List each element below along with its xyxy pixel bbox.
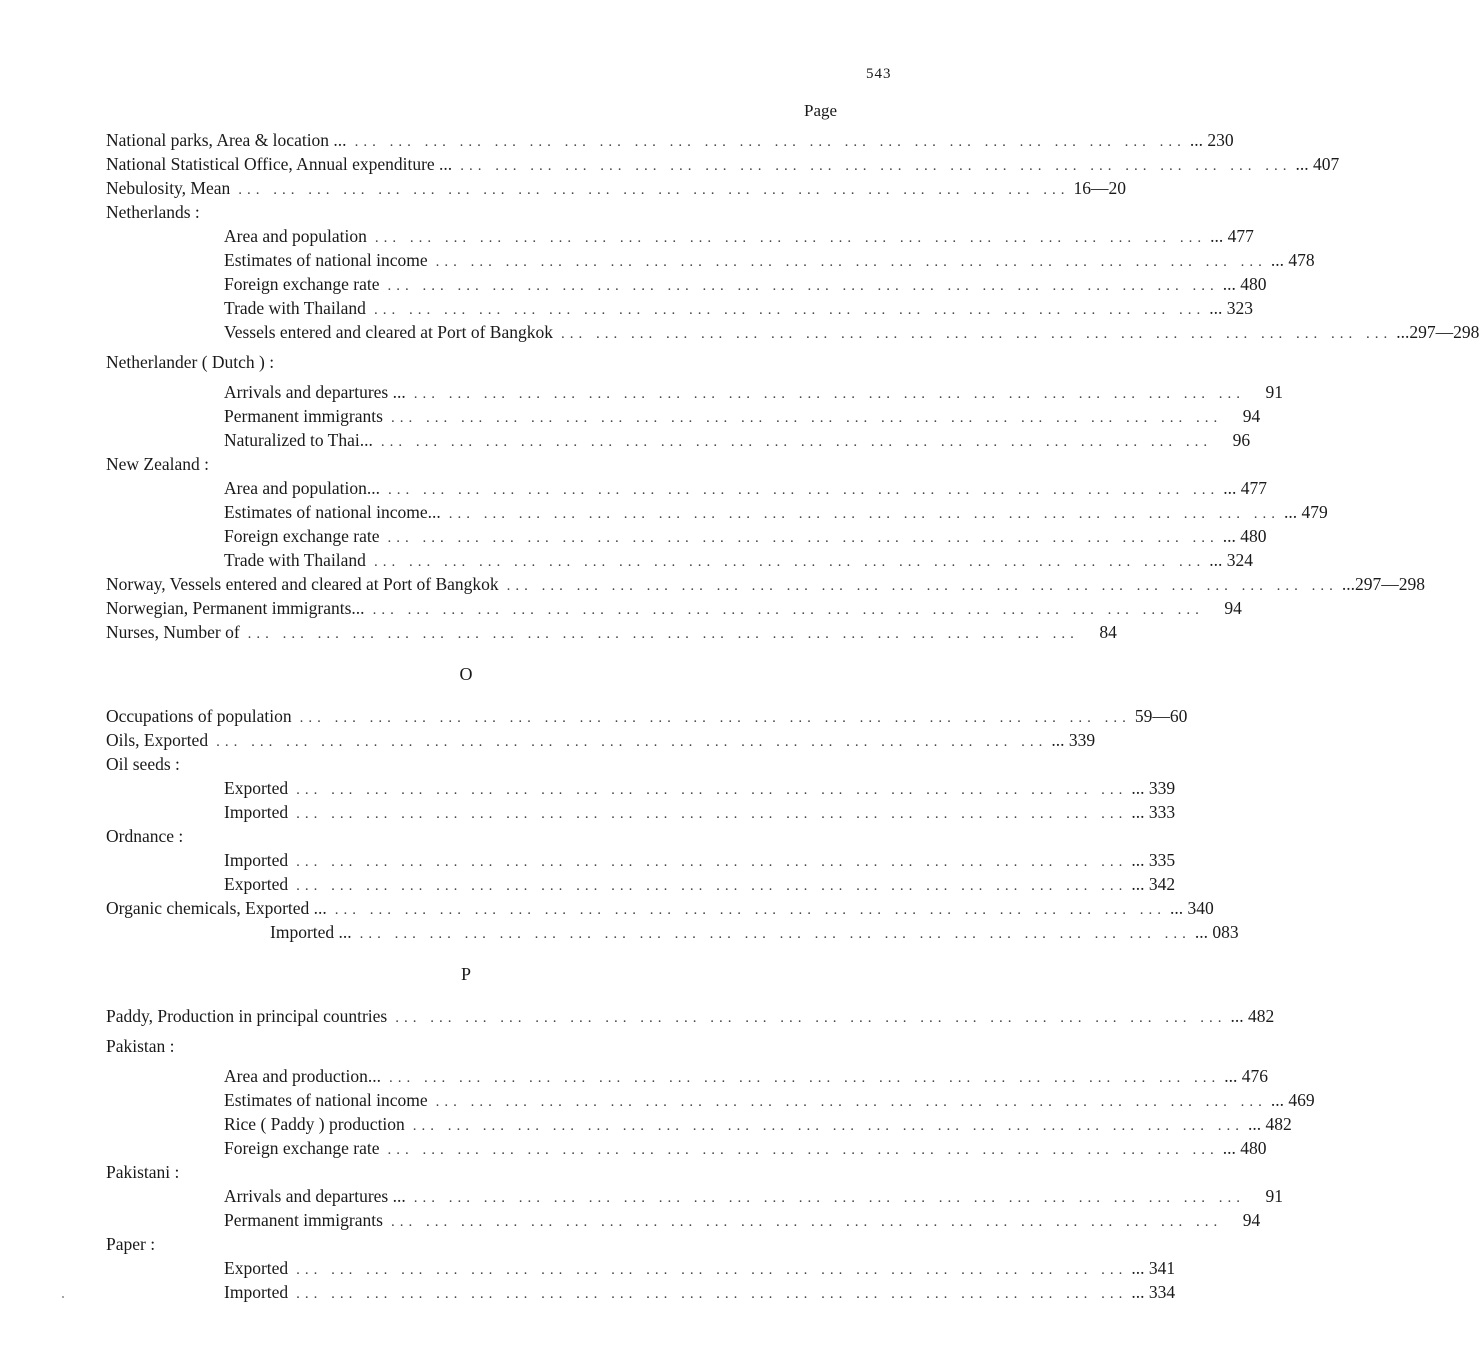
dot-leader: ... ... ... ... ... ... ... ... ... ... ... ... ... ... ... ... ... ... ... ... ... ... ... ... (506, 578, 1338, 594)
entry-page-ref: ... 341 (1131, 1258, 1176, 1278)
entry-page-ref: ... 482 (1230, 1006, 1275, 1026)
index-list (106, 128, 1479, 1304)
entry-label: Pakistani : (106, 1162, 180, 1182)
dot-leader: ... ... ... ... ... ... ... ... ... ... ... ... ... ... ... ... ... ... ... ... ... ... ... ... (296, 1262, 1128, 1278)
index-entry (106, 728, 1096, 752)
index-entry (106, 176, 1127, 200)
entry-label: Area and population (224, 226, 367, 246)
entry-page-ref: ... 342 (1131, 874, 1176, 894)
entry-label: Exported (224, 874, 289, 894)
entry-page-ref: ... 339 (1131, 778, 1176, 798)
entry-label: Rice ( Paddy ) production (224, 1114, 405, 1134)
index-heading (106, 1160, 846, 1184)
dot-leader: ... ... ... ... ... ... ... ... ... ... ... ... ... ... ... ... ... ... ... ... ... ... ... ... (390, 1214, 1223, 1230)
index-entry (106, 224, 1254, 248)
index-entry (106, 620, 1117, 644)
index-entry (106, 128, 1234, 152)
entry-page-ref: ... 480 (1222, 274, 1267, 294)
index-entry (106, 296, 1253, 320)
index-entry (106, 476, 1267, 500)
entry-page-ref: ... 480 (1222, 1138, 1267, 1158)
index-entry (106, 800, 1176, 824)
index-entry (106, 272, 1267, 296)
dot-leader: ... ... ... ... ... ... ... ... ... ... ... ... ... ... ... ... ... ... ... ... ... ... ... ... (373, 302, 1206, 318)
entry-label: Netherlander ( Dutch ) : (106, 352, 275, 372)
dot-leader: ... ... ... ... ... ... ... ... ... ... ... ... ... ... ... ... ... ... ... ... ... ... ... ... (374, 230, 1207, 246)
entry-page-ref: 16—20 (1073, 178, 1127, 198)
dot-leader: ... ... ... ... ... ... ... ... ... ... ... ... ... ... ... ... ... ... ... ... ... ... ... ... (373, 554, 1206, 570)
index-entry (106, 1136, 1267, 1160)
dot-leader: ... ... ... ... ... ... ... ... ... ... ... ... ... ... ... ... ... ... ... ... ... ... ... ... (296, 1286, 1128, 1302)
page-number: 543 (866, 66, 892, 82)
entry-label: Trade with Thailand (224, 550, 366, 570)
dot-leader: ... ... ... ... ... ... ... ... ... ... ... ... ... ... ... ... ... ... ... ... ... ... ... ... (390, 410, 1223, 426)
entry-page-ref: ... 339 (1051, 730, 1096, 750)
entry-label: Imported (224, 850, 289, 870)
index-entry (106, 1280, 1176, 1304)
dot-leader: ... ... ... ... ... ... ... ... ... ... ... ... ... ... ... ... ... ... ... ... ... ... ... ... (359, 926, 1191, 942)
dot-leader: ... ... ... ... ... ... ... ... ... ... ... ... ... ... ... ... ... ... ... ... ... ... ... ... (387, 530, 1219, 546)
index-entry (106, 548, 1253, 572)
entry-label: Occupations of population (106, 706, 292, 726)
entry-page-ref: 84 (1099, 622, 1117, 642)
dot-leader: ... ... ... ... ... ... ... ... ... ... ... ... ... ... ... ... ... ... ... ... ... ... ... ... (296, 854, 1128, 870)
dot-leader: ... ... ... ... ... ... ... ... ... ... ... ... ... ... ... ... ... ... ... ... ... ... ... ... (388, 482, 1220, 498)
entry-page-ref: ... 476 (1224, 1066, 1268, 1086)
dot-leader: ... ... ... ... ... ... ... ... ... ... ... ... ... ... ... ... ... ... ... ... ... ... ... ... (435, 1094, 1267, 1110)
entry-label: Exported (224, 778, 289, 798)
entry-page-ref: 94 (1242, 406, 1261, 426)
index-entry (106, 1088, 1315, 1112)
index-heading (106, 1232, 846, 1256)
entry-label: Imported (224, 1282, 289, 1302)
entry-label: Arrivals and departures ... (224, 1186, 406, 1206)
dot-leader: ... ... ... ... ... ... ... ... ... ... ... ... ... ... ... ... ... ... ... ... ... ... ... ... (334, 902, 1167, 918)
scan-speck (62, 1296, 64, 1298)
index-entry (106, 872, 1176, 896)
dot-leader: ... ... ... ... ... ... ... ... ... ... ... ... ... ... ... ... ... ... ... ... ... ... ... ... (388, 1070, 1221, 1086)
entry-page-ref: ... 230 (1189, 130, 1234, 150)
entry-label: Permanent immigrants (224, 406, 383, 426)
index-entry (106, 152, 1340, 176)
index-entry (106, 896, 1214, 920)
entry-label: Paper : (106, 1234, 156, 1254)
dot-leader: ... ... ... ... ... ... ... ... ... ... ... ... ... ... ... ... ... ... ... ... ... ... ... ... (247, 626, 1079, 642)
entry-page-ref: ... 482 (1248, 1114, 1292, 1134)
index-entry (106, 248, 1315, 272)
entry-label: Netherlands : (106, 202, 200, 222)
entry-label: Estimates of national income... (224, 502, 441, 522)
entry-label: Naturalized to Thai... (224, 430, 373, 450)
index-entry (106, 524, 1267, 548)
index-entry (106, 320, 1479, 344)
dot-leader: ... ... ... ... ... ... ... ... ... ... ... ... ... ... ... ... ... ... ... ... ... ... ... ... (435, 254, 1267, 270)
index-entry (106, 428, 1251, 452)
entry-page-ref: ...297—298 (1396, 322, 1479, 342)
entry-label: Permanent immigrants (224, 1210, 383, 1230)
dot-leader: ... ... ... ... ... ... ... ... ... ... ... ... ... ... ... ... ... ... ... ... ... ... ... ... (372, 602, 1204, 618)
index-entry (106, 380, 1283, 404)
dot-leader: ... ... ... ... ... ... ... ... ... ... ... ... ... ... ... ... ... ... ... ... ... ... ... ... (296, 806, 1128, 822)
entry-label: Estimates of national income (224, 1090, 428, 1110)
dot-leader: ... ... ... ... ... ... ... ... ... ... ... ... ... ... ... ... ... ... ... ... ... ... ... ... (460, 158, 1292, 174)
dot-leader: ... ... ... ... ... ... ... ... ... ... ... ... ... ... ... ... ... ... ... ... ... ... ... ... (387, 278, 1219, 294)
index-heading (106, 824, 846, 848)
entry-page-ref: ... 333 (1131, 802, 1176, 822)
index-entry (106, 1112, 1292, 1136)
entry-label: Area and population... (224, 478, 380, 498)
entry-page-ref: ... 335 (1131, 850, 1176, 870)
index-entry (106, 1064, 1268, 1088)
section-letter: P (460, 964, 471, 984)
index-heading (106, 200, 846, 224)
entry-label: Foreign exchange rate (224, 274, 380, 294)
entry-page-ref: 59—60 (1134, 706, 1188, 726)
entry-label: Foreign exchange rate (224, 1138, 380, 1158)
dot-leader: ... ... ... ... ... ... ... ... ... ... ... ... ... ... ... ... ... ... ... ... ... ... ... ... (413, 1190, 1245, 1206)
entry-page-ref: 96 (1232, 430, 1251, 450)
entry-label: Trade with Thailand (224, 298, 366, 318)
entry-page-ref: ... 334 (1131, 1282, 1176, 1302)
entry-page-ref: ... 477 (1210, 226, 1254, 246)
entry-label: Oils, Exported (106, 730, 209, 750)
dot-leader: ... ... ... ... ... ... ... ... ... ... ... ... ... ... ... ... ... ... ... ... ... ... ... ... (413, 386, 1245, 402)
dot-leader: ... ... ... ... ... ... ... ... ... ... ... ... ... ... ... ... ... ... ... ... ... ... ... ... (296, 878, 1128, 894)
entry-page-ref: ... 477 (1223, 478, 1267, 498)
entry-label: Pakistan : (106, 1036, 175, 1056)
entry-page-ref: ... 479 (1284, 502, 1328, 522)
entry-label: Arrivals and departures ... (224, 382, 406, 402)
index-entry (106, 776, 1176, 800)
index-entry (106, 500, 1328, 524)
index-entry (106, 1184, 1283, 1208)
dot-leader: ... ... ... ... ... ... ... ... ... ... ... ... ... ... ... ... ... ... ... ... ... ... ... ... (299, 710, 1131, 726)
dot-leader: ... ... ... ... ... ... ... ... ... ... ... ... ... ... ... ... ... ... ... ... ... ... ... ... (380, 434, 1213, 450)
entry-page-ref: 91 (1265, 382, 1283, 402)
entry-label: Exported (224, 1258, 289, 1278)
entry-label: Paddy, Production in principal countries (106, 1006, 388, 1026)
entry-label: Norwegian, Permanent immigrants... (106, 598, 365, 618)
entry-label: Nebulosity, Mean (106, 178, 231, 198)
entry-label: Vessels entered and cleared at Port of Bangkok (224, 322, 553, 342)
entry-page-ref: ... 324 (1209, 550, 1253, 570)
index-entry (106, 704, 1188, 728)
section-letter: O (459, 664, 473, 684)
entry-page-ref: ... 340 (1170, 898, 1214, 918)
entry-page-ref: ... 469 (1270, 1090, 1315, 1110)
entry-label: National Statistical Office, Annual expenditure ... (106, 154, 453, 174)
dot-leader: ... ... ... ... ... ... ... ... ... ... ... ... ... ... ... ... ... ... ... ... ... ... ... ... (412, 1118, 1245, 1134)
entry-page-ref: ... 480 (1222, 526, 1267, 546)
entry-page-ref: ... 478 (1270, 250, 1315, 270)
entry-label: Organic chemicals, Exported ... (106, 898, 327, 918)
index-entry (106, 1208, 1261, 1232)
entry-label: Norway, Vessels entered and cleared at Port of Bangkok (106, 574, 499, 594)
entry-page-ref: 94 (1242, 1210, 1261, 1230)
index-entry (106, 404, 1261, 428)
dot-leader: ... ... ... ... ... ... ... ... ... ... ... ... ... ... ... ... ... ... ... ... ... ... ... ... (395, 1010, 1227, 1026)
dot-leader: ... ... ... ... ... ... ... ... ... ... ... ... ... ... ... ... ... ... ... ... ... ... ... ... (561, 326, 1393, 342)
entry-label: Estimates of national income (224, 250, 428, 270)
entry-label: National parks, Area & location ... (106, 130, 347, 150)
entry-label: New Zealand : (106, 454, 210, 474)
index-heading (106, 1034, 846, 1058)
dot-leader: ... ... ... ... ... ... ... ... ... ... ... ... ... ... ... ... ... ... ... ... ... ... ... ... (448, 506, 1281, 522)
entry-label: Foreign exchange rate (224, 526, 380, 546)
index-entry (106, 1256, 1176, 1280)
dot-leader: ... ... ... ... ... ... ... ... ... ... ... ... ... ... ... ... ... ... ... ... ... ... ... ... (216, 734, 1048, 750)
entry-label: Imported (224, 802, 289, 822)
index-heading (106, 452, 846, 476)
entry-label: Ordnance : (106, 826, 184, 846)
entry-page-ref: 94 (1224, 598, 1242, 618)
dot-leader: ... ... ... ... ... ... ... ... ... ... ... ... ... ... ... ... ... ... ... ... ... ... ... ... (238, 182, 1070, 198)
entry-label: Area and production... (224, 1066, 381, 1086)
index-heading (106, 752, 846, 776)
index-entry (106, 848, 1176, 872)
entry-page-ref: ...297—298 (1341, 574, 1426, 594)
index-entry (106, 1004, 1275, 1028)
entry-page-ref: ... 323 (1209, 298, 1253, 318)
dot-leader: ... ... ... ... ... ... ... ... ... ... ... ... ... ... ... ... ... ... ... ... ... ... ... ... (296, 782, 1128, 798)
index-entry (106, 920, 1239, 944)
entry-label: Nurses, Number of (106, 622, 240, 642)
index-entry (106, 596, 1242, 620)
dot-leader: ... ... ... ... ... ... ... ... ... ... ... ... ... ... ... ... ... ... ... ... ... ... ... ... (387, 1142, 1219, 1158)
entry-page-ref: 91 (1265, 1186, 1283, 1206)
entry-label: Imported ... (270, 922, 352, 942)
entry-label: Oil seeds : (106, 754, 180, 774)
page-column-header: Page (804, 101, 838, 120)
dot-leader: ... ... ... ... ... ... ... ... ... ... ... ... ... ... ... ... ... ... ... ... ... ... ... ... (354, 134, 1186, 150)
entry-page-ref: ... 407 (1295, 154, 1340, 174)
entry-page-ref: ... 083 (1194, 922, 1239, 942)
index-entry (106, 572, 1426, 596)
index-heading (106, 350, 846, 374)
